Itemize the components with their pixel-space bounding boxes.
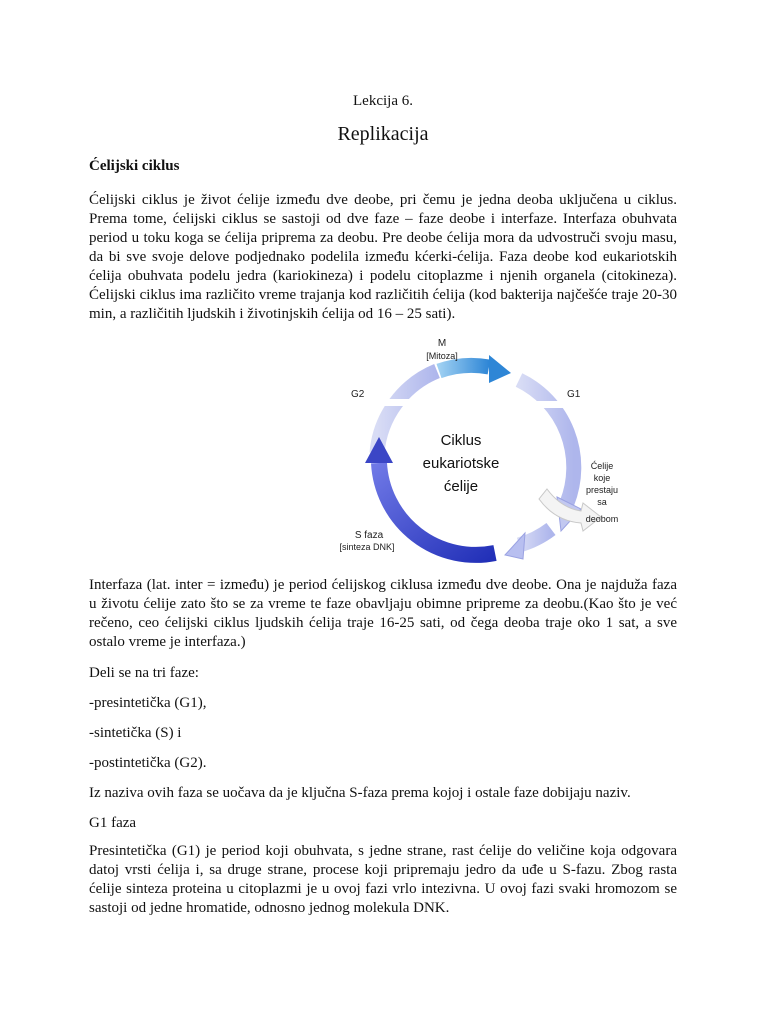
phase-item-s: -sintetička (S) i [89, 725, 182, 741]
g2-arc [377, 371, 437, 453]
phase-item-g1: -presintetička (G1), [89, 695, 207, 711]
exit-label-line3: prestaju [585, 485, 619, 495]
paragraph-interphase: Interfaza (lat. inter = između) je period ćelijskog ciklusa između dve deobe. Ona je najduža faza u životu ćelije zato što se za vreme te faze obavljaju obimne pripreme za deobu.(Kao što je već rečeno, ceo ćelijski ciklus ljudskih ćelija traje 16-25 sati, od čega deoba traje oko 1 sat, a sve ostalo vreme je interfaza.) [89, 577, 677, 650]
s-phase-arrowhead [365, 437, 393, 463]
phase-item-g2: -postintetička (G2). [89, 755, 207, 771]
section-heading-g1: G1 faza [89, 815, 137, 831]
center-text-line1: Ciklus [440, 432, 482, 449]
g2-label: G2 [351, 389, 365, 400]
exit-label-line1: Ćelije [590, 461, 614, 471]
mitosis-label: M [437, 338, 447, 349]
center-text-line3: ćelije [443, 478, 479, 495]
phases-intro: Deli se na tri faze: [89, 665, 199, 681]
mitosis-arrowhead [489, 355, 511, 383]
section-heading-cell-cycle: Ćelijski ciklus [89, 158, 180, 174]
center-text-line2: eukariotske [422, 455, 500, 472]
paragraph-cell-cycle: Ćelijski ciklus je život ćelije između dve deobe, pri čemu je jedna deoba uključena u ciklus. Prema tome, ćelijski ciklus se sastoji od dve faze – faze deobe i interfaze. Interfaza obuhvata period u toku koga se ćelija priprema za deobu. Pre deobe ćelija mora da udvostruči svoju masu, da bi sve svoje delove podjednako podelila između kćerki-ćelija. Faza deobe kod eukariotskih ćelija obuhvata podelu jedra (kariokineza) i podelu citoplazme i njenih organela (citokineza). Ćelijski ciklus ima različito vreme trajanja kod različitih ćelija (kod bakterija najčešće traje 20-30 min, a različitih ljudskih i životinjskih ćelija od 16 – 25 sati). [89, 192, 677, 322]
page-title: Replikacija [337, 123, 429, 145]
paragraph-g1-phase: Presintetička (G1) je period koji obuhvata, s jedne strane, rast ćelije do veličine koja odgovara datoj vrsti ćelija i, sa druge strane, procese koji pripremaju jedro da uđe u S-fazu. Zbog rasta ćelije sinteza proteina u citoplazmi je u ovoj fazi vrlo intezivna. U ovoj fazi svaki hromozom se sastoji od jedne hromatide, odnosno jednog molekula DNK. [89, 843, 677, 916]
exit-label-line4: sa [597, 497, 607, 507]
exit-label-line2: koje [593, 473, 611, 483]
exit-label-line5: deobom [585, 514, 619, 524]
s-phase-sublabel: [sinteza DNK] [339, 542, 395, 552]
s-phase-label: S faza [354, 530, 384, 541]
g1-label: G1 [567, 389, 581, 400]
lesson-number: Lekcija 6. [353, 93, 413, 109]
mitosis-sublabel: [Mitoza] [426, 351, 458, 361]
s-phase-arc [379, 463, 495, 555]
cell-cycle-diagram [329, 333, 619, 565]
g1-lower-arrowhead [505, 533, 525, 559]
phases-conclusion: Iz naziva ovih faza se uočava da je ključna S-faza prema kojoj i ostale faze dobijaju naziv. [89, 785, 631, 801]
mitosis-arc [439, 365, 489, 371]
g1-arc [519, 380, 574, 503]
